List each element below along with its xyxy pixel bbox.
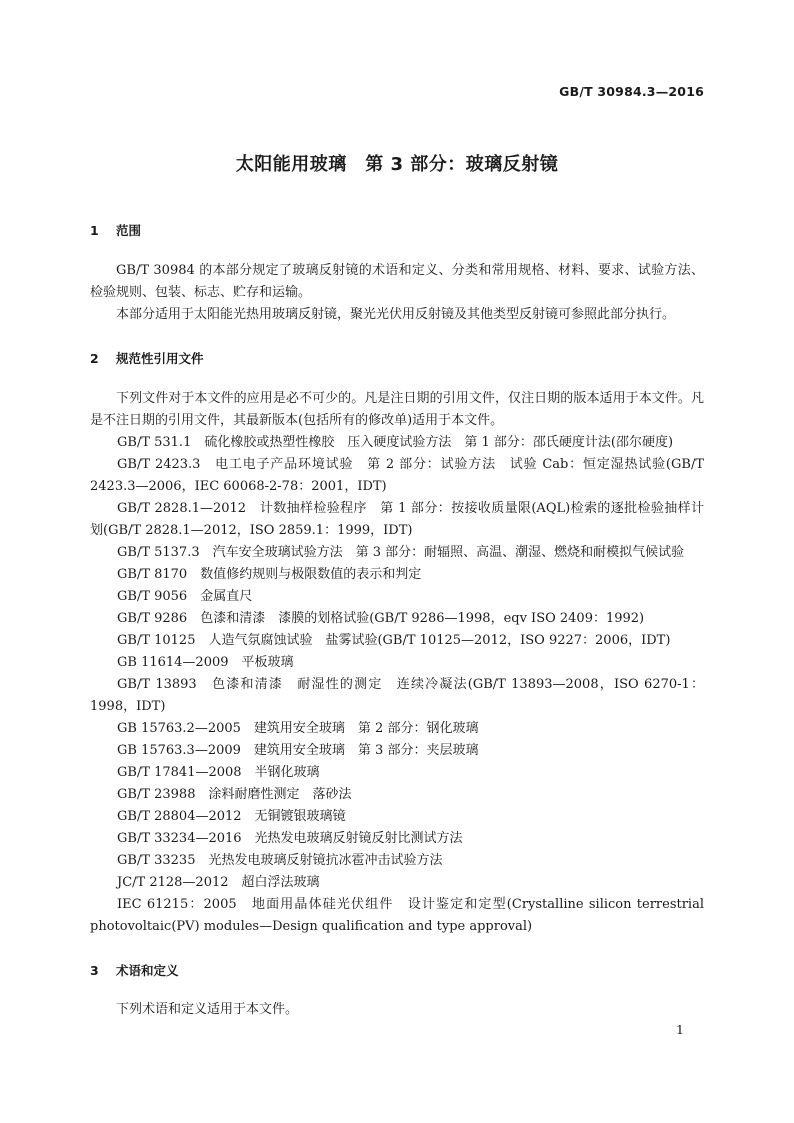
section-number: 2: [90, 351, 99, 366]
reference-item: GB/T 10125 人造气氛腐蚀试验 盐雾试验(GB/T 10125—2012，ISO 9227：2006，IDT): [117, 633, 671, 648]
section-1-paragraph: GB/T 30984 的本部分规定了玻璃反射镜的术语和定义、分类和常用规格、材料、要求、试验方法、检验规则、包装、标志、贮存和运输。: [90, 263, 704, 300]
reference-item: GB/T 9056 金属直尺: [117, 589, 253, 604]
section-title: 术语和定义: [116, 963, 179, 978]
document-title: 太阳能用玻璃 第 3 部分：玻璃反射镜: [235, 154, 559, 175]
page-number: 1: [676, 1022, 684, 1037]
reference-item: GB/T 9286 色漆和清漆 漆膜的划格试验(GB/T 9286—1998，eqv ISO 2409：1992): [117, 611, 645, 626]
section-number: 1: [90, 223, 99, 238]
section-title: 规范性引用文件: [116, 351, 204, 366]
section-2-intro: 下列文件对于本文件的应用是必不可少的。凡是注日期的引用文件，仅注日期的版本适用于本文件。凡是不注日期的引用文件，其最新版本(包括所有的修改单)适用于本文件。: [90, 391, 704, 428]
section-1-heading: [90, 221, 141, 239]
reference-item: GB/T 23988 涂料耐磨性测定 落砂法: [117, 787, 352, 802]
section-title: 范围: [116, 223, 142, 238]
reference-item: GB/T 33235 光热发电玻璃反射镜抗冰雹冲击试验方法: [117, 853, 443, 868]
section-3-intro: 下列术语和定义适用于本文件。: [116, 1002, 299, 1017]
reference-item: GB/T 2828.1—2012 计数抽样检验程序 第 1 部分：按接收质量限(AQL)检索的逐批检验抽样计划(GB/T 2828.1—2012，ISO 2859.1：1999，IDT): [90, 501, 704, 538]
reference-item: IEC 61215：2005 地面用晶体硅光伏组件 设计鉴定和定型(Crystalline silicon terrestrial photovoltaic(PV) modules—Design qualification and type approval): [90, 897, 704, 934]
standard-code: GB/T 30984.3—2016: [559, 84, 704, 99]
reference-item: GB/T 531.1 硫化橡胶或热塑性橡胶 压入硬度试验方法 第 1 部分：邵氏硬度计法(邵尔硬度): [117, 435, 674, 450]
reference-item: GB 15763.3—2009 建筑用安全玻璃 第 3 部分：夹层玻璃: [117, 743, 479, 758]
section-2-heading: [90, 349, 204, 367]
reference-item: JC/T 2128—2012 超白浮法玻璃: [117, 875, 320, 890]
reference-item: GB 15763.2—2005 建筑用安全玻璃 第 2 部分：钢化玻璃: [117, 721, 479, 736]
reference-item: GB/T 17841—2008 半钢化玻璃: [117, 765, 320, 780]
reference-item: GB/T 2423.3 电工电子产品环境试验 第 2 部分：试验方法 试验 Cab：恒定湿热试验(GB/T 2423.3—2006，IEC 60068-2-78：2001，IDT): [90, 457, 704, 494]
section-3-heading: [90, 961, 179, 979]
section-1-paragraph: 本部分适用于太阳能光热用玻璃反射镜，聚光光伏用反射镜及其他类型反射镜可参照此部分执行。: [116, 307, 676, 322]
section-number: 3: [90, 963, 99, 978]
reference-item: GB/T 5137.3 汽车安全玻璃试验方法 第 3 部分：耐辐照、高温、潮湿、燃烧和耐模拟气候试验: [117, 545, 685, 560]
reference-item: GB/T 33234—2016 光热发电玻璃反射镜反射比测试方法: [117, 831, 463, 846]
reference-item: GB/T 13893 色漆和清漆 耐湿性的测定 连续冷凝法(GB/T 13893—2008，ISO 6270-1：1998，IDT): [90, 677, 704, 714]
reference-item: GB 11614—2009 平板玻璃: [117, 655, 294, 670]
reference-item: GB/T 8170 数值修约规则与极限数值的表示和判定: [117, 567, 422, 582]
reference-item: GB/T 28804—2012 无铜镀银玻璃镜: [117, 809, 346, 824]
